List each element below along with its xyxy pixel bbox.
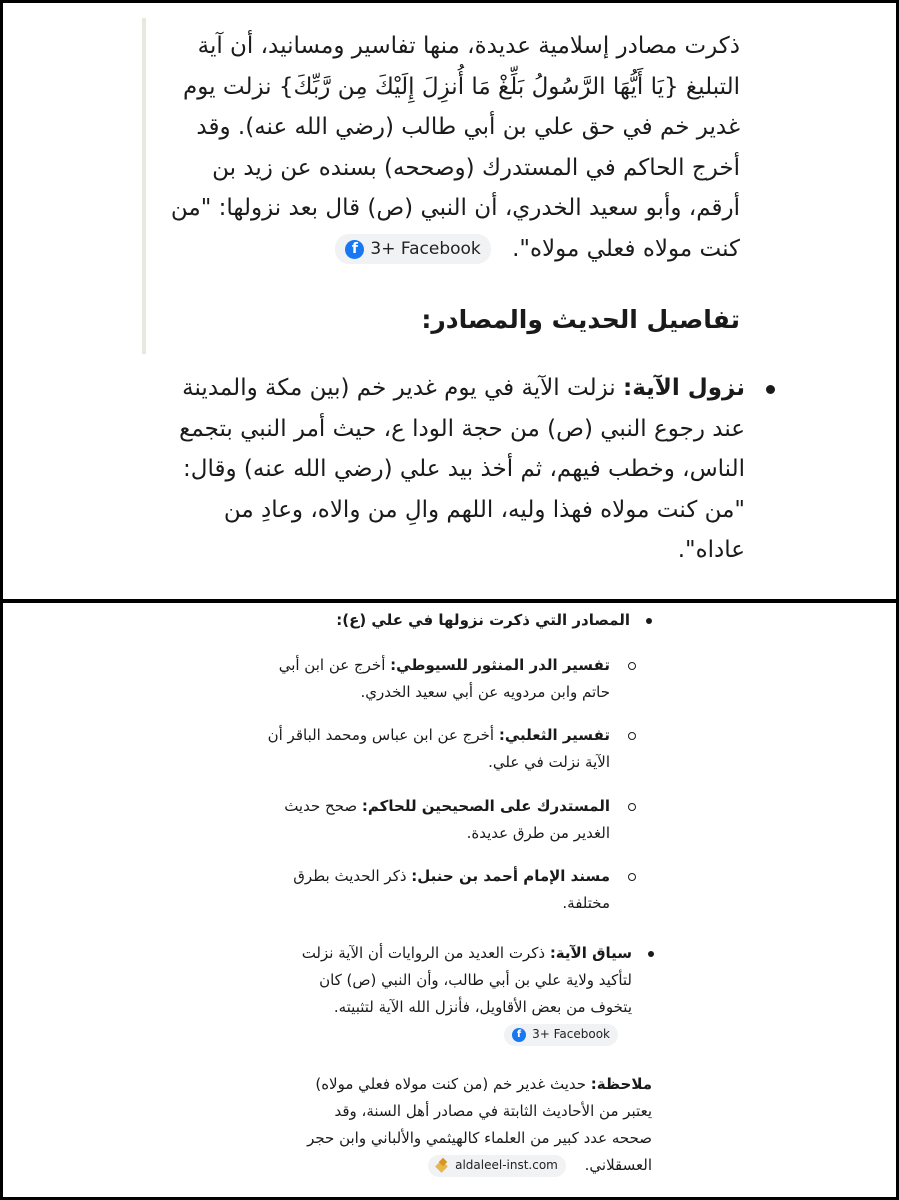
note-paragraph (300, 1071, 652, 1179)
bullet-title: نزول الآية: (623, 375, 745, 401)
bullet-text: نزلت الآية في يوم غدير خم (بين مكة والمدينة عند رجوع النبي (ص) من حجة الودا ع، حيث أمر النبي بتجمع الناس، وخطب فيهم، ثم أخذ بيد علي (رضي الله عنه) وقال: "من كنت مولاه فهذا وليه، اللهم والِ من والاه، وعادِ من عاداه". (179, 375, 745, 563)
context-title: سياق الآية: (549, 944, 632, 962)
note-text: حديث غدير خم (من كنت مولاه فعلي مولاه) يعتبر من الأحاديث الثابتة في مصادر أهل السنة، وقد صححه عدد كبير من العلماء كالهيثمي والألباني وابن حجر العسقلاني. (307, 1075, 652, 1174)
intro-paragraph (160, 26, 740, 269)
source-title: المستدرك على الصحيحين للحاكم: (361, 797, 610, 815)
source-item-thalabi (258, 722, 610, 776)
source-item-suyuti (258, 652, 610, 706)
source-text: صحح حديث الغدير من طرق عديدة. (284, 797, 610, 842)
source-item-ahmad (258, 863, 610, 917)
facebook-source-chip[interactable] (335, 234, 490, 264)
source-title: مسند الإمام أحمد بن حنبل: (411, 867, 610, 885)
facebook-chip-label: 3+ Facebook (532, 1027, 610, 1041)
source-text: ذكر الحديث بطرق مختلفة. (293, 867, 610, 912)
site-favicon-icon (436, 1159, 449, 1172)
sources-title: المصادر التي ذكرت نزولها في علي (ع): (336, 611, 630, 629)
sources-list-heading-item (300, 607, 630, 634)
source-text: أخرج عن ابن أبي حاتم وابن مردويه عن أبي سعيد الخدري. (278, 656, 610, 701)
site-source-chip[interactable] (428, 1155, 566, 1177)
blockquote-bar (142, 18, 146, 354)
intro-text: ذكرت مصادر إسلامية عديدة، منها تفاسير ومسانيد، أن آية التبليغ {يَا أَيُّهَا الرَّسُولُ بَلِّغْ مَا أُنزِلَ إِلَيْكَ مِن رَّبِّكَ} نزلت يوم غدير خم في حق علي بن أبي طالب (رضي الله عنه). وقد أخرج الحاكم في المستدرك (وصححه) بسنده عن زيد بن أرقم، وأبو سعيد الخدري، أن النبي (ص) قال بعد نزولها: "من كنت مولاه فعلي مولاه". (170, 33, 740, 262)
sub-bullet-marker (628, 732, 636, 740)
source-text: أخرج عن ابن عباس ومحمد الباقر أن الآية نزلت في علي. (267, 726, 610, 771)
facebook-chip-label: 3+ Facebook (370, 238, 481, 259)
facebook-source-chip[interactable] (504, 1024, 618, 1046)
sub-bullet-marker (628, 803, 636, 811)
source-item-hakim (258, 793, 610, 847)
section-heading: تفاصيل الحديث والمصادر: (421, 305, 740, 334)
context-item (300, 940, 632, 1048)
note-title: ملاحظة: (590, 1075, 652, 1093)
bullet-marker (648, 951, 654, 957)
sub-bullet-marker (628, 662, 636, 670)
source-title: تفسير الثعلبي: (498, 726, 610, 744)
bullet-verse-revelation (165, 368, 745, 571)
site-chip-label: aldaleel-inst.com (455, 1158, 558, 1172)
sub-bullet-marker (628, 873, 636, 881)
facebook-icon: f (512, 1028, 526, 1042)
context-text: ذكرت العديد من الروايات أن الآية نزلت لتأكيد ولاية علي بن أبي طالب، وأن النبي (ص) كان يتخوف من بعض الأقاويل، فأنزل الله الآية لتثبيته. (301, 944, 632, 1016)
bullet-marker (646, 618, 652, 624)
bullet-marker (766, 385, 775, 394)
facebook-icon: f (345, 240, 364, 259)
source-title: تفسير الدر المنثور للسيوطي: (390, 656, 610, 674)
